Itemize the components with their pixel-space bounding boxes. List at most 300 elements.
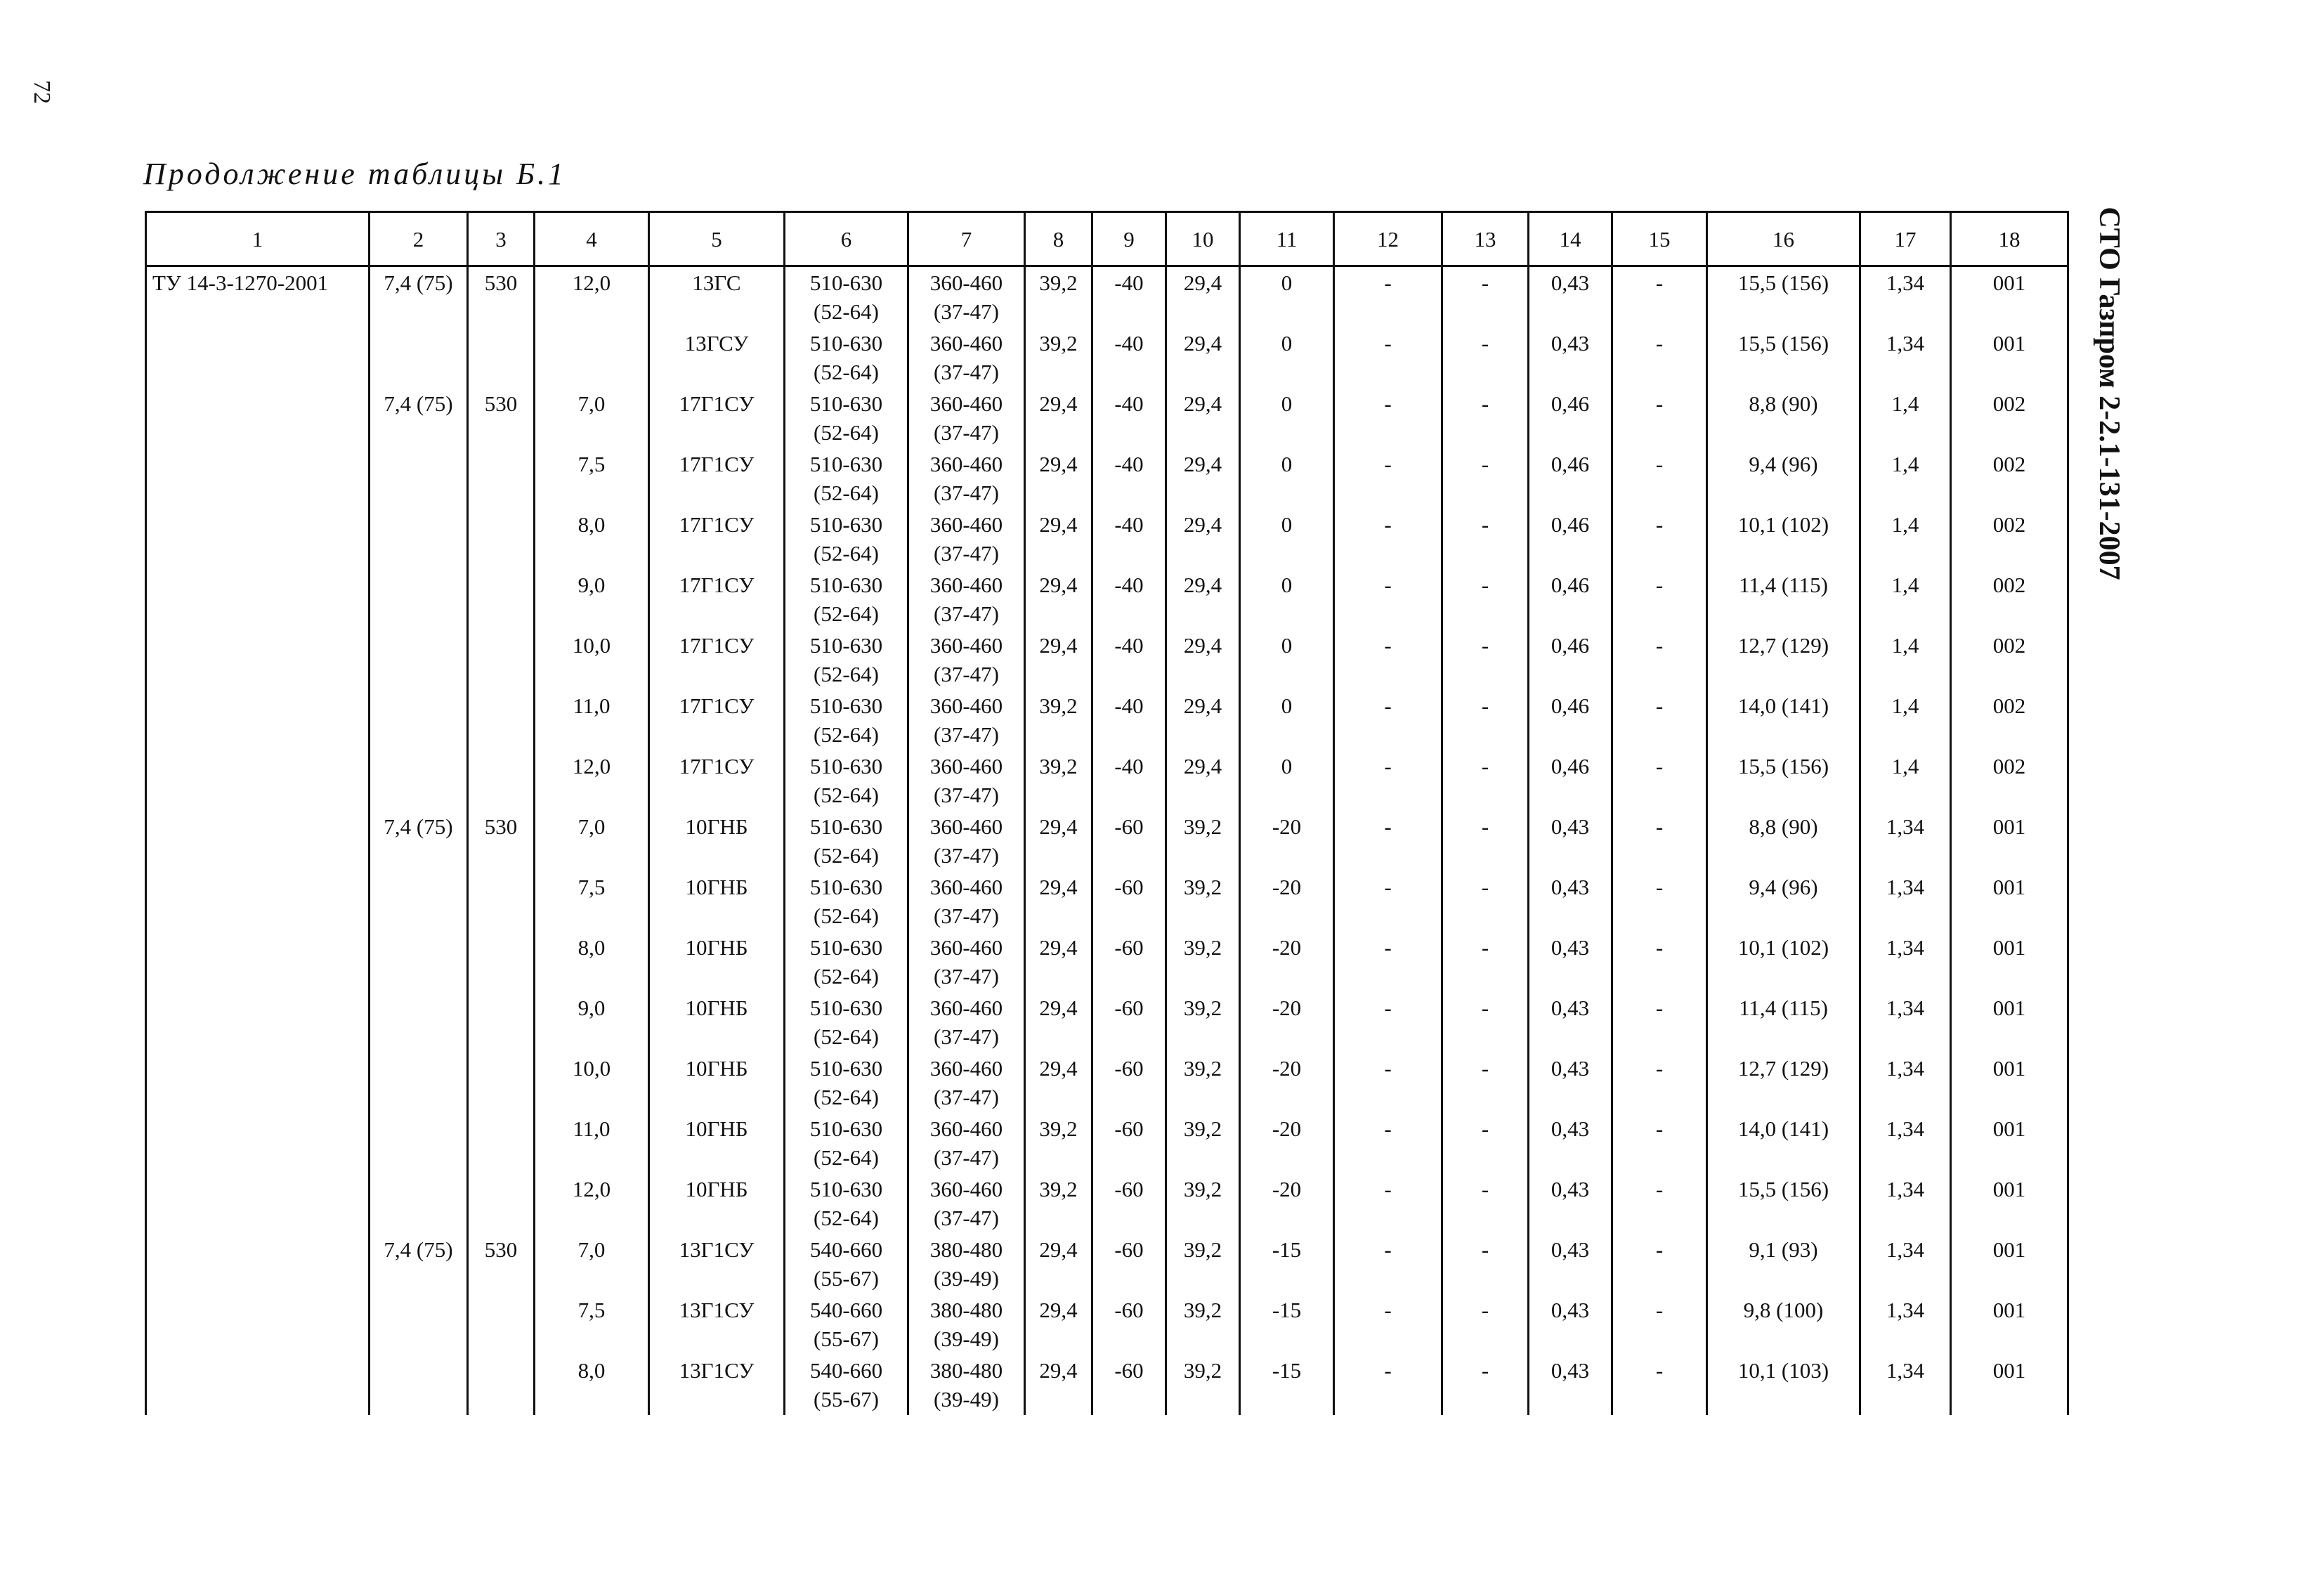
table-cell: - (1442, 630, 1529, 690)
table-cell: 39,2 (1025, 750, 1092, 811)
table-cell: - (1612, 750, 1707, 811)
table-cell: 39,2 (1025, 690, 1092, 750)
table-cell: 0,43 (1529, 1294, 1612, 1355)
table-cell (468, 1052, 535, 1113)
table-cell: 001 (1951, 932, 2068, 992)
table-cell: 510-630 (52-64) (785, 569, 908, 630)
table-cell: 29,4 (1025, 1234, 1092, 1294)
table-cell: - (1334, 1355, 1442, 1415)
table-cell: 1,34 (1860, 1173, 1951, 1234)
table-cell: 14,0 (141) (1707, 690, 1860, 750)
table-cell: 15,5 (156) (1707, 327, 1860, 388)
column-header: 15 (1612, 212, 1707, 266)
table-cell: 17Г1СУ (649, 630, 785, 690)
table-cell: 0,46 (1529, 388, 1612, 448)
table-cell (370, 1294, 468, 1355)
table-cell: 29,4 (1025, 871, 1092, 932)
column-header: 3 (468, 212, 535, 266)
table-cell (370, 1173, 468, 1234)
table-cell: 510-630 (52-64) (785, 811, 908, 871)
table-cell (468, 1113, 535, 1173)
table-cell: 0 (1240, 509, 1334, 569)
table-cell: 39,2 (1166, 1113, 1240, 1173)
table-cell: 29,4 (1025, 569, 1092, 630)
table-cell: - (1334, 448, 1442, 509)
table-cell: 10ГНБ (649, 1173, 785, 1234)
table-cell: 11,4 (115) (1707, 992, 1860, 1052)
table-cell: 510-630 (52-64) (785, 388, 908, 448)
table-cell: 530 (468, 811, 535, 871)
table-cell: 0 (1240, 388, 1334, 448)
table-cell: 17Г1СУ (649, 388, 785, 448)
table-cell: 39,2 (1025, 1173, 1092, 1234)
table-row (146, 932, 2068, 992)
table-cell: - (1612, 1234, 1707, 1294)
table-cell: 39,2 (1166, 811, 1240, 871)
table-cell (370, 569, 468, 630)
table-cell: 002 (1951, 750, 2068, 811)
table-cell: - (1442, 690, 1529, 750)
table-cell: - (1612, 509, 1707, 569)
table-cell: 9,4 (96) (1707, 448, 1860, 509)
table-cell: 530 (468, 266, 535, 328)
table-cell: 39,2 (1025, 1113, 1092, 1173)
column-header: 6 (785, 212, 908, 266)
table-cell: 29,4 (1166, 327, 1240, 388)
table-cell: - (1612, 1052, 1707, 1113)
table-cell: -60 (1092, 1234, 1166, 1294)
table-cell: -40 (1092, 266, 1166, 328)
table-cell: 29,4 (1166, 388, 1240, 448)
table-cell (370, 992, 468, 1052)
column-header: 13 (1442, 212, 1529, 266)
table-cell: -20 (1240, 992, 1334, 1052)
table-cell (146, 569, 370, 630)
column-header: 16 (1707, 212, 1860, 266)
table-cell: 510-630 (52-64) (785, 1052, 908, 1113)
table-cell (146, 811, 370, 871)
table-cell: 360-460 (37-47) (908, 992, 1025, 1052)
table-cell: 29,4 (1025, 388, 1092, 448)
table-cell: - (1442, 1355, 1529, 1415)
table-cell: -60 (1092, 1173, 1166, 1234)
table-cell (146, 1052, 370, 1113)
table-cell (370, 690, 468, 750)
column-header: 9 (1092, 212, 1166, 266)
table-cell: 9,8 (100) (1707, 1294, 1860, 1355)
table-cell: 29,4 (1025, 509, 1092, 569)
table-cell: 510-630 (52-64) (785, 1173, 908, 1234)
table-cell: - (1442, 1173, 1529, 1234)
table-cell: 12,7 (129) (1707, 1052, 1860, 1113)
table-cell: 510-630 (52-64) (785, 750, 908, 811)
table-cell: 0 (1240, 266, 1334, 328)
column-header: 2 (370, 212, 468, 266)
table-cell: 510-630 (52-64) (785, 327, 908, 388)
table-cell (370, 509, 468, 569)
table-cell: 1,34 (1860, 871, 1951, 932)
table-cell: -20 (1240, 1052, 1334, 1113)
table-cell: 7,5 (535, 871, 649, 932)
table-cell: - (1612, 266, 1707, 328)
table-row (146, 509, 2068, 569)
table-cell: 002 (1951, 448, 2068, 509)
table-cell (468, 690, 535, 750)
column-header: 14 (1529, 212, 1612, 266)
table-cell: - (1334, 327, 1442, 388)
column-header: 5 (649, 212, 785, 266)
table-cell: 29,4 (1166, 509, 1240, 569)
column-header: 11 (1240, 212, 1334, 266)
table-cell: 380-480 (39-49) (908, 1234, 1025, 1294)
table-cell (370, 750, 468, 811)
table-cell: 510-630 (52-64) (785, 992, 908, 1052)
table-cell: -60 (1092, 811, 1166, 871)
table-cell: 001 (1951, 1294, 2068, 1355)
table-cell: 29,4 (1166, 690, 1240, 750)
table-cell (370, 1355, 468, 1415)
table-cell (146, 932, 370, 992)
table-cell: 9,4 (96) (1707, 871, 1860, 932)
table-cell: 39,2 (1166, 1355, 1240, 1415)
table-cell: 7,4 (75) (370, 1234, 468, 1294)
table-cell: 001 (1951, 1052, 2068, 1113)
table-cell (535, 327, 649, 388)
table-cell: - (1442, 992, 1529, 1052)
table-cell: - (1334, 690, 1442, 750)
table-cell: 510-630 (52-64) (785, 509, 908, 569)
table-cell: 0,46 (1529, 750, 1612, 811)
table-cell: 0,43 (1529, 1234, 1612, 1294)
table-cell: 9,0 (535, 569, 649, 630)
table-cell: -60 (1092, 992, 1166, 1052)
table-cell: 1,4 (1860, 448, 1951, 509)
column-header: 1 (146, 212, 370, 266)
table-cell: 510-630 (52-64) (785, 448, 908, 509)
table-cell: - (1334, 630, 1442, 690)
table-cell: -40 (1092, 630, 1166, 690)
table-cell (146, 1355, 370, 1415)
table-cell: 1,34 (1860, 1052, 1951, 1113)
table-cell: 12,7 (129) (1707, 630, 1860, 690)
table-cell (146, 509, 370, 569)
table-cell: 1,34 (1860, 1355, 1951, 1415)
table-cell (370, 1052, 468, 1113)
table-cell (468, 871, 535, 932)
table-cell: 12,0 (535, 266, 649, 328)
table-cell: 360-460 (37-47) (908, 327, 1025, 388)
table-cell: 13Г1СУ (649, 1294, 785, 1355)
table-cell: - (1334, 569, 1442, 630)
table-cell: 1,34 (1860, 1113, 1951, 1173)
document-code: СТО Газпром 2-2.1-131-2007 (2093, 207, 2125, 580)
column-header: 4 (535, 212, 649, 266)
table-cell: - (1612, 327, 1707, 388)
table-cell: - (1442, 750, 1529, 811)
table-cell: - (1612, 569, 1707, 630)
table-body (146, 266, 2068, 1416)
table-cell: 15,5 (156) (1707, 750, 1860, 811)
table-cell: 002 (1951, 569, 2068, 630)
table-cell: -40 (1092, 388, 1166, 448)
table-cell (146, 871, 370, 932)
table-cell: 0,46 (1529, 509, 1612, 569)
table-row (146, 569, 2068, 630)
table-cell: 0,46 (1529, 569, 1612, 630)
table-cell: 360-460 (37-47) (908, 871, 1025, 932)
table-cell: -20 (1240, 811, 1334, 871)
table-cell: - (1612, 448, 1707, 509)
table-cell: - (1442, 1113, 1529, 1173)
table-cell: 10,0 (535, 630, 649, 690)
column-header: 7 (908, 212, 1025, 266)
table-cell: -40 (1092, 750, 1166, 811)
table-cell: 29,4 (1025, 1052, 1092, 1113)
table-cell: - (1442, 811, 1529, 871)
table-cell: 540-660 (55-67) (785, 1294, 908, 1355)
table-cell: 360-460 (37-47) (908, 1052, 1025, 1113)
table-cell: 7,0 (535, 811, 649, 871)
table-cell: 380-480 (39-49) (908, 1355, 1025, 1415)
table-cell: 13ГС (649, 266, 785, 328)
table-cell: 17Г1СУ (649, 448, 785, 509)
table-row (146, 1355, 2068, 1415)
table-cell (370, 327, 468, 388)
table-cell: -20 (1240, 1113, 1334, 1173)
table-cell: 001 (1951, 871, 2068, 932)
table-cell (370, 932, 468, 992)
table-row (146, 388, 2068, 448)
table-cell: - (1442, 1052, 1529, 1113)
table-cell: -60 (1092, 932, 1166, 992)
table-cell: 360-460 (37-47) (908, 811, 1025, 871)
table-cell: 0,43 (1529, 1052, 1612, 1113)
table-cell (146, 327, 370, 388)
table-cell: 360-460 (37-47) (908, 448, 1025, 509)
table-cell: 39,2 (1166, 1052, 1240, 1113)
table-cell: 17Г1СУ (649, 690, 785, 750)
table-cell: 001 (1951, 992, 2068, 1052)
table-cell: 1,4 (1860, 630, 1951, 690)
table-cell: 7,4 (75) (370, 266, 468, 328)
table-cell: 0,46 (1529, 448, 1612, 509)
table-cell: - (1442, 1294, 1529, 1355)
table-cell: 0 (1240, 327, 1334, 388)
table-cell: - (1334, 992, 1442, 1052)
table-cell: 540-660 (55-67) (785, 1234, 908, 1294)
table-cell: - (1334, 509, 1442, 569)
table-cell: 39,2 (1166, 992, 1240, 1052)
table-cell (468, 932, 535, 992)
table-row (146, 630, 2068, 690)
table-cell (146, 690, 370, 750)
table-cell: 39,2 (1166, 932, 1240, 992)
table-cell: 13ГСУ (649, 327, 785, 388)
table-cell: 10ГНБ (649, 1052, 785, 1113)
table-cell: 001 (1951, 811, 2068, 871)
table-cell: 0 (1240, 750, 1334, 811)
table-cell: 29,4 (1166, 266, 1240, 328)
data-table (145, 211, 2069, 1415)
table-row (146, 750, 2068, 811)
table-cell: -15 (1240, 1234, 1334, 1294)
header-row (146, 212, 2068, 266)
table-cell: - (1612, 388, 1707, 448)
table-cell: ТУ 14-3-1270-2001 (146, 266, 370, 328)
table-row (146, 1294, 2068, 1355)
table-cell: - (1612, 871, 1707, 932)
table-cell: -60 (1092, 1113, 1166, 1173)
table-cell: 001 (1951, 327, 2068, 388)
table-cell: 1,4 (1860, 388, 1951, 448)
table-row (146, 992, 2068, 1052)
table-cell: 1,4 (1860, 750, 1951, 811)
table-cell: 10ГНБ (649, 871, 785, 932)
table-cell (146, 1294, 370, 1355)
table-cell: 530 (468, 1234, 535, 1294)
table-cell: 17Г1СУ (649, 509, 785, 569)
table-caption: Продолжение таблицы Б.1 (143, 157, 567, 191)
table-cell: 0,43 (1529, 932, 1612, 992)
table-cell: 7,4 (75) (370, 811, 468, 871)
table-cell: 0 (1240, 448, 1334, 509)
table-cell: -15 (1240, 1294, 1334, 1355)
table-cell: - (1442, 871, 1529, 932)
table-cell: 7,5 (535, 448, 649, 509)
table-cell: 17Г1СУ (649, 569, 785, 630)
table-cell: 9,1 (93) (1707, 1234, 1860, 1294)
table-cell: 1,34 (1860, 992, 1951, 1052)
table-row (146, 266, 2068, 328)
table-cell (468, 448, 535, 509)
table-cell: 13Г1СУ (649, 1234, 785, 1294)
table-cell: 8,0 (535, 509, 649, 569)
table-cell: - (1442, 388, 1529, 448)
table-cell: 10,1 (102) (1707, 932, 1860, 992)
table-cell: 11,0 (535, 1113, 649, 1173)
column-header: 10 (1166, 212, 1240, 266)
table-cell: 510-630 (52-64) (785, 932, 908, 992)
table-cell: -20 (1240, 932, 1334, 992)
table-cell: - (1612, 992, 1707, 1052)
table-cell: -60 (1092, 1294, 1166, 1355)
table-cell (146, 992, 370, 1052)
table-cell: 1,34 (1860, 1234, 1951, 1294)
table-cell: - (1334, 750, 1442, 811)
table-cell (468, 992, 535, 1052)
table-cell: - (1442, 932, 1529, 992)
table-cell: 0,43 (1529, 992, 1612, 1052)
table-cell: -60 (1092, 871, 1166, 932)
table-cell: 001 (1951, 1234, 2068, 1294)
table-cell: 0,43 (1529, 1355, 1612, 1415)
table-cell: 360-460 (37-47) (908, 750, 1025, 811)
table-cell: - (1334, 1173, 1442, 1234)
table-cell: 002 (1951, 509, 2068, 569)
table-cell: 1,34 (1860, 266, 1951, 328)
table-cell: 15,5 (156) (1707, 1173, 1860, 1234)
table-cell: - (1442, 448, 1529, 509)
table-cell (468, 1294, 535, 1355)
table-cell: 360-460 (37-47) (908, 388, 1025, 448)
table-cell: 001 (1951, 1113, 2068, 1173)
table-row (146, 1052, 2068, 1113)
table-cell: 1,34 (1860, 811, 1951, 871)
table-cell: -40 (1092, 569, 1166, 630)
table-cell: 10,1 (102) (1707, 509, 1860, 569)
table-cell: - (1334, 811, 1442, 871)
table-cell: 001 (1951, 1173, 2068, 1234)
table-cell (370, 630, 468, 690)
table-cell (468, 327, 535, 388)
table-cell: 11,4 (115) (1707, 569, 1860, 630)
table-cell: 10ГНБ (649, 811, 785, 871)
table-cell: 11,0 (535, 690, 649, 750)
table-cell: - (1442, 266, 1529, 328)
table-cell: - (1334, 1234, 1442, 1294)
table-cell (468, 630, 535, 690)
table-cell: 360-460 (37-47) (908, 266, 1025, 328)
table-cell: - (1612, 932, 1707, 992)
table-cell: - (1612, 1173, 1707, 1234)
table-cell: 1,4 (1860, 569, 1951, 630)
table-row (146, 811, 2068, 871)
table-cell: 39,2 (1166, 1173, 1240, 1234)
column-header: 8 (1025, 212, 1092, 266)
table-cell (370, 448, 468, 509)
table-cell: 510-630 (52-64) (785, 690, 908, 750)
table-cell: 0,46 (1529, 630, 1612, 690)
table-cell: 10,0 (535, 1052, 649, 1113)
table-cell: 002 (1951, 630, 2068, 690)
table-cell: 10ГНБ (649, 1113, 785, 1173)
table-cell: 0,43 (1529, 1173, 1612, 1234)
table-row (146, 1113, 2068, 1173)
table-cell: 0,43 (1529, 1113, 1612, 1173)
table-cell: 29,4 (1025, 932, 1092, 992)
table-cell: 360-460 (37-47) (908, 690, 1025, 750)
table-cell: - (1612, 630, 1707, 690)
table-cell: 7,5 (535, 1294, 649, 1355)
table-cell: 13Г1СУ (649, 1355, 785, 1415)
table-cell (468, 569, 535, 630)
table-container (145, 211, 2069, 1415)
table-cell: 530 (468, 388, 535, 448)
table-cell (468, 509, 535, 569)
table-cell: 1,34 (1860, 1294, 1951, 1355)
table-cell: 10ГНБ (649, 992, 785, 1052)
table-cell: -40 (1092, 509, 1166, 569)
table-cell (146, 1234, 370, 1294)
table-cell: 0 (1240, 569, 1334, 630)
table-cell: - (1334, 1294, 1442, 1355)
table-cell: 9,0 (535, 992, 649, 1052)
table-cell: 39,2 (1166, 1294, 1240, 1355)
table-cell: -15 (1240, 1355, 1334, 1415)
page-number: 72 (29, 80, 55, 104)
table-cell: - (1334, 1113, 1442, 1173)
table-cell: - (1612, 1355, 1707, 1415)
table-cell: - (1612, 1113, 1707, 1173)
table-cell: - (1442, 509, 1529, 569)
table-cell: 510-630 (52-64) (785, 1113, 908, 1173)
table-cell: 17Г1СУ (649, 750, 785, 811)
table-cell: 360-460 (37-47) (908, 569, 1025, 630)
table-cell: - (1334, 1052, 1442, 1113)
table-cell: 14,0 (141) (1707, 1113, 1860, 1173)
table-cell: -20 (1240, 871, 1334, 932)
column-header: 18 (1951, 212, 2068, 266)
